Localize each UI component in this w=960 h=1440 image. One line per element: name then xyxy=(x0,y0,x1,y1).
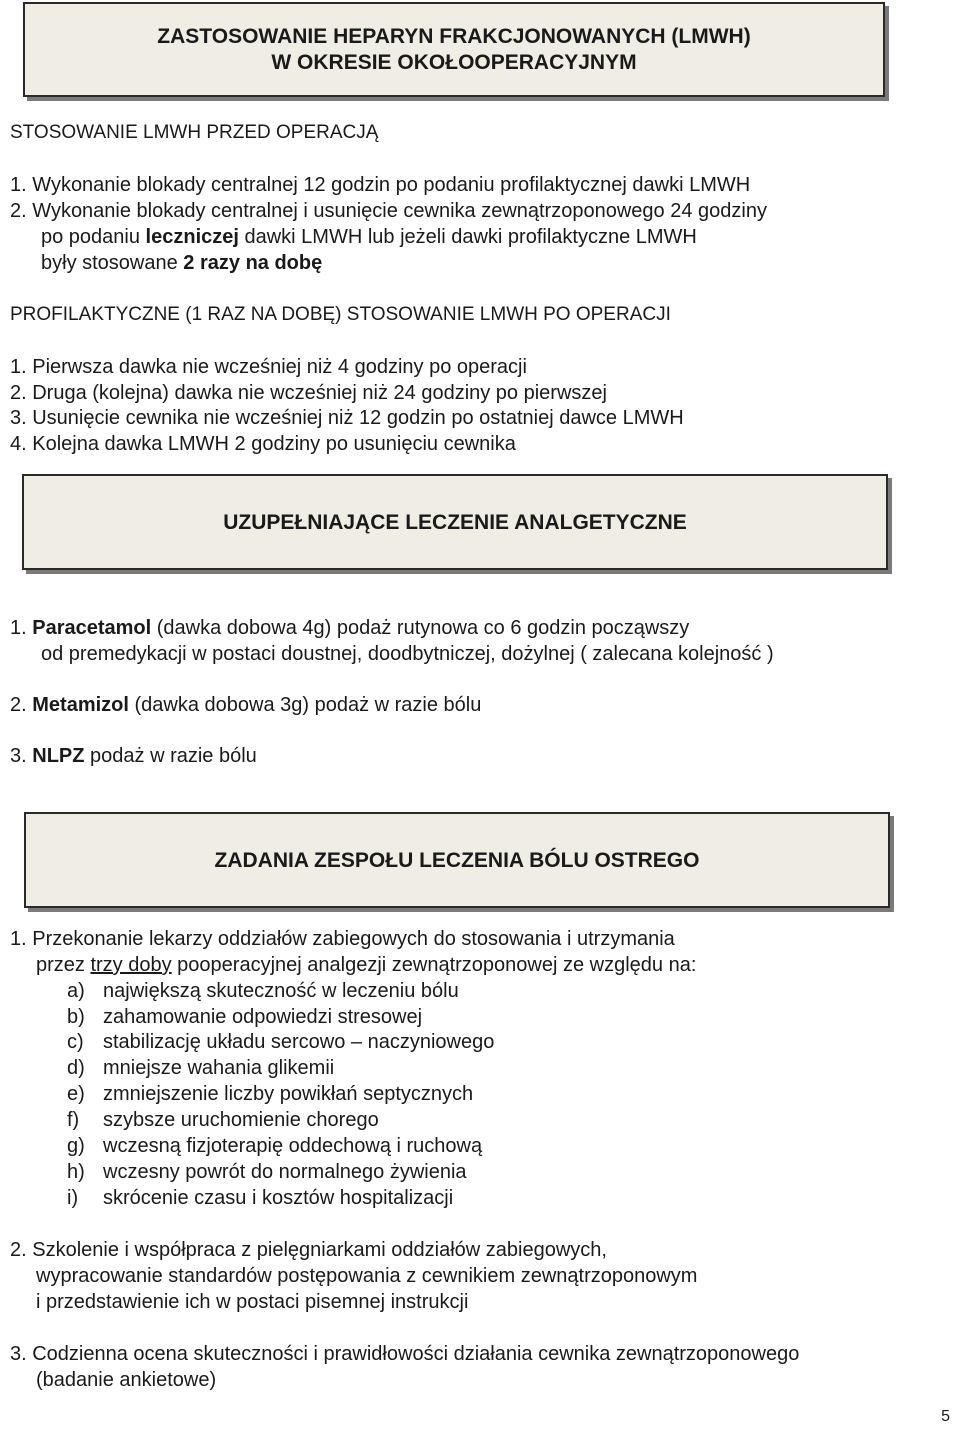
post-op-item-3: 3. Usunięcie cewnika nie wcześniej niż 12 godzin po ostatniej dawce LMWH xyxy=(10,407,684,429)
sub-item-f-letter: f) xyxy=(67,1109,80,1131)
sub-item-b-text: zahamowanie odpowiedzi stresowej xyxy=(103,1006,423,1028)
sub-item-a-letter: a) xyxy=(67,980,85,1002)
pre-op-heading: STOSOWANIE LMWH PRZED OPERACJĄ xyxy=(10,122,379,143)
post-op-item-1: 1. Pierwsza dawka nie wcześniej niż 4 godziny po operacji xyxy=(10,356,527,378)
team-item-2-line3: i przedstawienie ich w postaci pisemnej instrukcji xyxy=(36,1291,469,1313)
bold-metamizol: Metamizol xyxy=(32,694,129,716)
sub-item-d-letter: d) xyxy=(67,1057,85,1079)
team-item-2-line1: 2. Szkolenie i współpraca z pielęgniarkami oddziałów zabiegowych, xyxy=(10,1239,607,1261)
team-title: ZADANIA ZESPOŁU LECZENIA BÓLU OSTREGO xyxy=(214,849,700,872)
header-box xyxy=(23,2,885,97)
post-op-item-2: 2. Druga (kolejna) dawka nie wcześniej niż 24 godziny po pierwszej xyxy=(10,382,607,404)
team-box xyxy=(24,812,890,908)
analgesia-box xyxy=(22,474,888,570)
sub-item-h-letter: h) xyxy=(67,1161,85,1183)
sub-item-b-letter: b) xyxy=(67,1006,85,1028)
header-title-line2: W OKRESIE OKOŁOOPERACYJNYM xyxy=(271,50,637,74)
bold-paracetamol: Paracetamol xyxy=(32,617,152,639)
team-item-2-line2: wypracowanie standardów postępowania z cewnikiem zewnątrzoponowym xyxy=(36,1265,698,1287)
analgesia-item-2: 2. Metamizol (dawka dobowa 3g) podaż w razie bólu xyxy=(10,694,482,716)
sub-item-h-text: wczesny powrót do normalnego żywienia xyxy=(103,1161,467,1183)
analgesia-title: UZUPEŁNIAJĄCE LECZENIE ANALGETYCZNE xyxy=(223,511,687,534)
sub-item-g-text: wczesną fizjoterapię oddechową i ruchową xyxy=(103,1135,483,1157)
team-item-1-line2: przez trzy doby pooperacyjnej analgezji zewnątrzoponowej ze względu na: xyxy=(36,954,697,976)
sub-item-e-text: zmniejszenie liczby powikłań septycznych xyxy=(103,1083,474,1105)
pre-op-item-2-line1: 2. Wykonanie blokady centralnej i usunięcie cewnika zewnątrzoponowego 24 godziny xyxy=(10,200,767,222)
sub-item-d-text: mniejsze wahania glikemii xyxy=(103,1057,335,1079)
bold-leczniczej: leczniczej xyxy=(145,226,239,248)
team-item-3-line1: 3. Codzienna ocena skuteczności i prawidłowości działania cewnika zewnątrzoponowego xyxy=(10,1343,800,1365)
analgesia-item-1: 1. Paracetamol (dawka dobowa 4g) podaż rutynowa co 6 godzin począwszy xyxy=(10,617,690,639)
sub-item-f-text: szybsze uruchomienie chorego xyxy=(103,1109,379,1131)
team-item-3-line2: (badanie ankietowe) xyxy=(36,1369,217,1391)
bold-nlpz: NLPZ xyxy=(32,745,85,767)
analgesia-item-1-line2: od premedykacji w postaci doustnej, doodbytniczej, dożylnej ( zalecana kolejność ) xyxy=(41,643,774,665)
bold-2-razy: 2 razy na dobę xyxy=(183,252,323,274)
pre-op-item-2-line3: były stosowane 2 razy na dobę xyxy=(41,252,323,274)
sub-item-a-text: największą skuteczność w leczeniu bólu xyxy=(103,980,459,1002)
sub-item-i-text: skrócenie czasu i kosztów hospitalizacji xyxy=(103,1187,454,1209)
sub-item-e-letter: e) xyxy=(67,1083,85,1105)
analgesia-item-3: 3. NLPZ podaż w razie bólu xyxy=(10,745,257,767)
sub-item-g-letter: g) xyxy=(67,1135,85,1157)
pre-op-item-1: 1. Wykonanie blokady centralnej 12 godzin po podaniu profilaktycznej dawki LMWH xyxy=(10,174,751,196)
team-item-1-line1: 1. Przekonanie lekarzy oddziałów zabiegowych do stosowania i utrzymania xyxy=(10,928,675,950)
post-op-item-4: 4. Kolejna dawka LMWH 2 godziny po usunięciu cewnika xyxy=(10,433,516,455)
page-number: 5 xyxy=(941,1408,950,1425)
pre-op-item-2-line2: po podaniu leczniczej dawki LMWH lub jeżeli dawki profilaktyczne LMWH xyxy=(41,226,697,248)
sub-item-c-text: stabilizację układu sercowo – naczyniowego xyxy=(103,1031,495,1053)
underlined-trzy-doby: trzy doby xyxy=(90,954,172,976)
header-title-line1: ZASTOSOWANIE HEPARYN FRAKCJONOWANYCH (LMWH) xyxy=(157,24,751,48)
post-op-heading: PROFILAKTYCZNE (1 RAZ NA DOBĘ) STOSOWANIE LMWH PO OPERACJI xyxy=(10,304,671,325)
sub-item-c-letter: c) xyxy=(67,1031,84,1053)
sub-item-i-letter: i) xyxy=(67,1187,79,1209)
